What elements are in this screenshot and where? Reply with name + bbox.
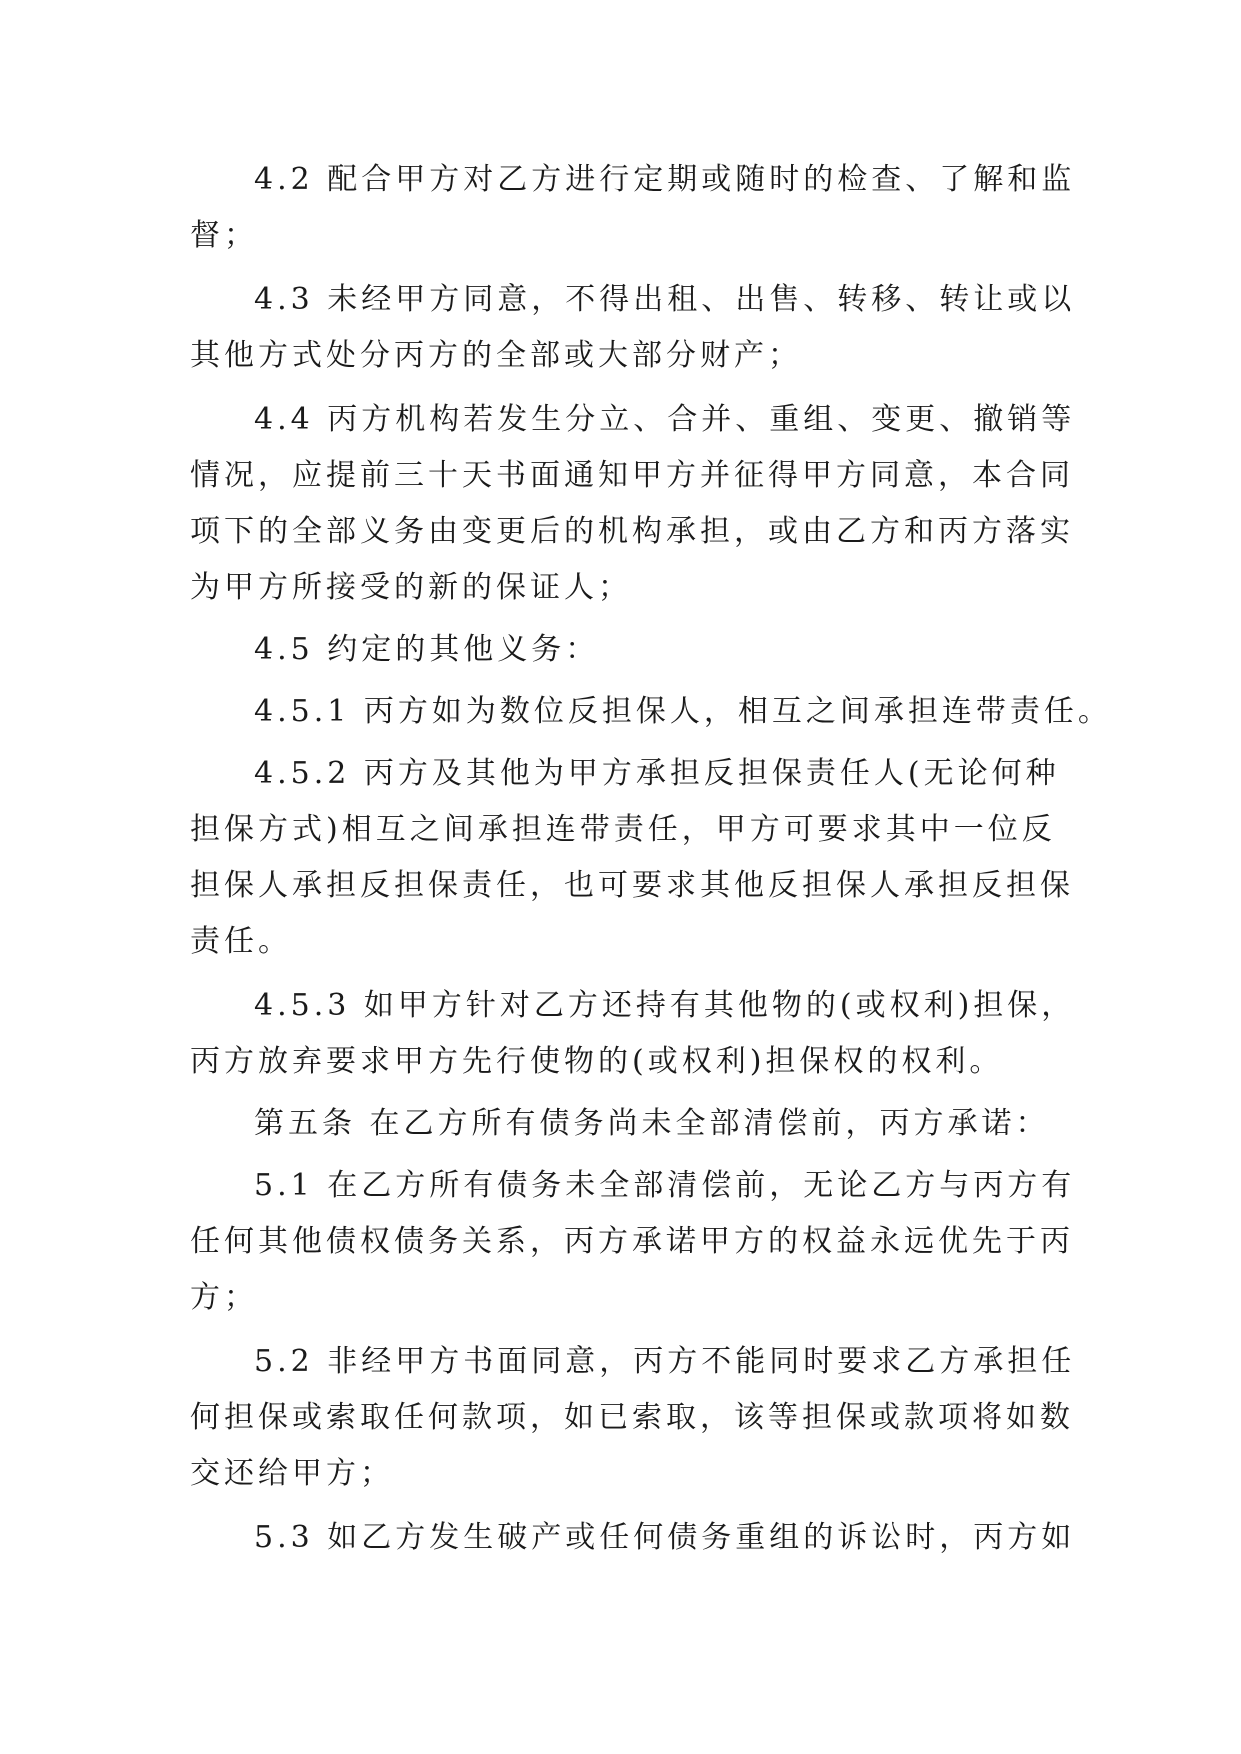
paragraph-4-2-line-1: 4.2 配合甲方对乙方进行定期或随时的检查、了解和监 <box>254 162 1076 197</box>
paragraph-4-5-2-line-2: 担保方式)相互之间承担连带责任，甲方可要求其中一位反 <box>190 812 1056 847</box>
paragraph-4-4-line-1: 4.4 丙方机构若发生分立、合并、重组、变更、撤销等 <box>254 402 1076 437</box>
paragraph-4-5-3-line-1: 4.5.3 如甲方针对乙方还持有其他物的(或权利)担保， <box>254 988 1076 1023</box>
paragraph-5-3-line-1: 5.3 如乙方发生破产或任何债务重组的诉讼时，丙方如 <box>254 1520 1076 1555</box>
paragraph-4-4-line-4: 为甲方所接受的新的保证人； <box>190 570 632 605</box>
paragraph-4-5-2-line-1: 4.5.2 丙方及其他为甲方承担反担保责任人(无论何种 <box>254 756 1060 791</box>
article-5-heading: 第五条 在乙方所有债务尚未全部清偿前，丙方承诺： <box>254 1106 1050 1141</box>
paragraph-5-1-line-2: 任何其他债权债务关系，丙方承诺甲方的权益永远优先于丙 <box>190 1224 1074 1259</box>
paragraph-4-4-line-3: 项下的全部义务由变更后的机构承担，或由乙方和丙方落实 <box>190 514 1074 549</box>
paragraph-4-3-line-1: 4.3 未经甲方同意，不得出租、出售、转移、转让或以 <box>254 282 1076 317</box>
paragraph-4-4-line-2: 情况，应提前三十天书面通知甲方并征得甲方同意，本合同 <box>190 458 1074 493</box>
paragraph-4-5-2-line-3: 担保人承担反担保责任，也可要求其他反担保人承担反担保 <box>190 868 1074 903</box>
paragraph-5-2-line-1: 5.2 非经甲方书面同意，丙方不能同时要求乙方承担任 <box>254 1344 1076 1379</box>
paragraph-4-5-2-line-4: 责任。 <box>190 924 292 959</box>
paragraph-5-2-line-3: 交还给甲方； <box>190 1456 394 1491</box>
paragraph-4-5-1-line-1: 4.5.1 丙方如为数位反担保人，相互之间承担连带责任。 <box>254 694 1112 729</box>
paragraph-4-5-line-1: 4.5 约定的其他义务： <box>254 632 600 667</box>
paragraph-5-2-line-2: 何担保或索取任何款项，如已索取，该等担保或款项将如数 <box>190 1400 1074 1435</box>
paragraph-5-1-line-1: 5.1 在乙方所有债务未全部清偿前，无论乙方与丙方有 <box>254 1168 1076 1203</box>
paragraph-4-5-3-line-2: 丙方放弃要求甲方先行使物的(或权利)担保权的权利。 <box>190 1044 1004 1079</box>
paragraph-4-3-line-2: 其他方式处分丙方的全部或大部分财产； <box>190 338 802 373</box>
paragraph-4-2-line-2: 督； <box>190 218 258 253</box>
paragraph-5-1-line-3: 方； <box>190 1280 258 1315</box>
